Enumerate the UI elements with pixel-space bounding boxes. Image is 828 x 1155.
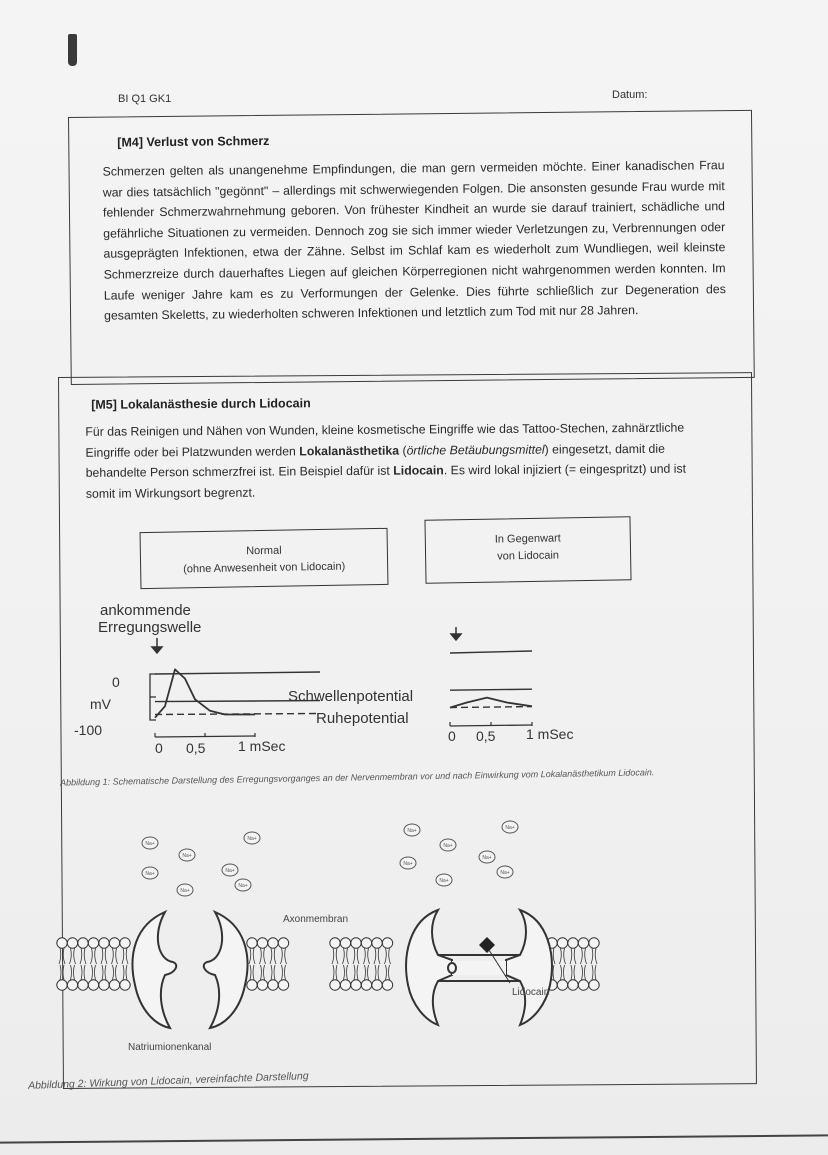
label-box-normal	[140, 528, 389, 589]
sodium-ion	[497, 866, 513, 878]
resting-label: Ruhepotential	[316, 710, 409, 727]
phospholipid	[88, 938, 98, 990]
action-potential-chart	[60, 595, 620, 765]
lidocain-molecule-icon	[479, 937, 495, 953]
y-axis-bracket	[150, 674, 156, 720]
arrow-label-line1: ankommende	[100, 602, 191, 619]
label-normal-line1: Normal	[246, 544, 282, 558]
figure1-caption: Abbildung 1: Schematische Darstellung des Erregungsvorganges an der Nervenmembran vor und nach Einwirkung vom Lokalanästhetikum Lidocain.	[59, 767, 655, 788]
y-tick-top: 0	[112, 674, 120, 690]
arrow-down-icon	[152, 638, 162, 653]
phospholipid	[268, 938, 278, 990]
section-m4-title: [M4] Verlust von Schmerz	[117, 133, 270, 150]
schwellenpotential-line	[450, 689, 532, 690]
svg-text:Na+: Na+	[407, 828, 417, 834]
sodium-channel-blocked	[406, 910, 552, 1025]
phospholipid	[67, 938, 77, 990]
term-translation: örtliche Betäubungsmittel	[406, 442, 545, 458]
chart-lidocain	[450, 651, 532, 726]
phospholipid	[99, 938, 109, 990]
text-run: . Es wird lokal injiziert (= eingespritzt) und ist somit im Wirkungsort begrenzt.	[85, 461, 687, 501]
x-tick-0-left: 0	[155, 740, 163, 756]
page-edge	[0, 1134, 828, 1143]
sodium-ion	[440, 839, 456, 851]
binder-clip	[68, 34, 77, 66]
sodium-ion	[404, 824, 420, 836]
sodium-ion	[142, 837, 158, 849]
phospholipid	[382, 938, 392, 990]
svg-text:Na+: Na+	[505, 825, 515, 831]
course-label: BI Q1 GK1	[118, 93, 172, 105]
phospholipid	[351, 938, 361, 990]
ruhepotential-line	[450, 707, 532, 708]
text-run: (	[399, 443, 407, 458]
date-label: Datum:	[612, 89, 648, 101]
text-run: Für das Reinigen und Nähen von Wunden, kleine kosmetische Eingriffe wie das Tattoo-Stechen, zahnärztliche Eingriffe oder bei Platzwunden werden	[85, 420, 685, 460]
text-run: ) eingesetzt, damit die behandelte Person schmerzfrei ist. Ein Beispiel dafür ist	[85, 441, 665, 480]
svg-text:Na+: Na+	[439, 878, 449, 884]
svg-text:Na+: Na+	[225, 868, 235, 874]
x-tick-0-right: 0	[448, 728, 456, 744]
sodium-ion	[235, 879, 251, 891]
membrane-label: Axonmembran	[283, 914, 349, 925]
svg-text:Na+: Na+	[403, 861, 413, 867]
section-m5-text	[85, 417, 706, 504]
svg-text:Na+: Na+	[145, 841, 155, 847]
svg-text:Na+: Na+	[238, 883, 248, 889]
sodium-ion	[436, 874, 452, 886]
sodium-ion	[222, 864, 238, 876]
phospholipid	[340, 938, 350, 990]
phospholipid	[330, 938, 340, 990]
sodium-ion	[244, 832, 260, 844]
phospholipid	[257, 938, 267, 990]
phospholipid	[557, 938, 567, 990]
x-tick-05-left: 0,5	[186, 740, 206, 756]
membrane-potential-line	[155, 669, 255, 717]
sodium-ion	[400, 857, 416, 869]
svg-text:Na+: Na+	[247, 836, 257, 842]
lidocain-label: Lidocain	[512, 987, 550, 998]
term-lidocain: Lidocain	[393, 463, 444, 478]
phospholipid	[589, 938, 599, 990]
phospholipid	[372, 938, 382, 990]
section-m4-text: Schmerzen gelten als unangenehme Empfindungen, die man gern vermeiden möchte. Einer kanadischen Frau war dies tatsächlich "gegönnt" – allerdings mit schwerwiegenden Folgen. Die ansonsten gesunde Frau wurde mit fehlender Schmerzwahrnehmung geboren. Von frühester Kindheit an wurde sie darauf trainiert, schädliche und gefährliche Situationen zu vermeiden. Dennoch zog sie sich immer wieder Verletzungen zu, Verbrennungen oder ausgeprägten Infektionen, etwa der Zähne. Selbst im Schlaf kam es wiederholt zum Wundliegen, weil kleinste Schmerzreize durch dauerhaftes Liegen auf gleichen Körperregionen nicht wahrgenommen werden konnten. Im Laufe weniger Jahre kam es zu Verformungen der Gelenke. Dies führte schließlich zur Degeneration des gesamten Skeletts, zu wiederholten schweren Infektionen und letztlich zum Tod mit nur 28 Jahren.	[102, 158, 726, 323]
sodium-ion	[502, 821, 518, 833]
ruhepotential-line	[155, 713, 320, 714]
svg-text:Na+: Na+	[443, 843, 453, 849]
svg-text:Na+: Na+	[182, 853, 192, 859]
label-normal-line2: (ohne Anwesenheit von Lidocain)	[183, 560, 346, 576]
phospholipid	[57, 938, 67, 990]
figure2-caption: Abbildung 2: Wirkung von Lidocain, vereinfachte Darstellung	[27, 1070, 309, 1092]
svg-text:Na+: Na+	[500, 870, 510, 876]
x-tick-05-right: 0,5	[476, 728, 496, 744]
svg-text:Na+: Na+	[482, 855, 492, 861]
y-axis-unit: mV	[90, 696, 111, 712]
section-m4	[68, 110, 755, 385]
y-tick-bottom: -100	[74, 722, 103, 738]
phospholipid	[78, 938, 88, 990]
arrow-down-icon	[451, 627, 461, 640]
label-lidocain-line2: von Lidocain	[497, 549, 560, 563]
x-tick-1-left: 1 mSec	[238, 738, 286, 754]
phospholipid	[361, 938, 371, 990]
zero-line	[450, 651, 532, 653]
membrane-diagram	[40, 815, 630, 1065]
sodium-ion	[177, 884, 193, 896]
label-box-lidocain	[424, 516, 631, 584]
x-tick-1-right: 1 mSec	[526, 726, 574, 742]
svg-text:Na+: Na+	[180, 888, 190, 894]
arrow-label-line2: Erregungswelle	[98, 619, 202, 636]
svg-text:Na+: Na+	[145, 871, 155, 877]
phospholipid	[578, 938, 588, 990]
sodium-ion	[479, 851, 495, 863]
sodium-channel-open	[133, 912, 248, 1028]
phospholipid	[120, 938, 130, 990]
section-m5-title: [M5] Lokalanästhesie durch Lidocain	[91, 396, 311, 412]
channel-label: Natriumionenkanal	[128, 1042, 212, 1053]
sodium-ion	[179, 849, 195, 861]
threshold-label: Schwellenpotential	[288, 688, 414, 705]
phospholipid	[278, 938, 288, 990]
label-lidocain-line1: In Gegenwart	[494, 532, 561, 546]
phospholipid	[568, 938, 578, 990]
term-lokalanaesthetika: Lokalanästhetika	[299, 443, 400, 458]
phospholipid	[109, 938, 119, 990]
sodium-ions	[142, 821, 518, 896]
sodium-ion	[142, 867, 158, 879]
